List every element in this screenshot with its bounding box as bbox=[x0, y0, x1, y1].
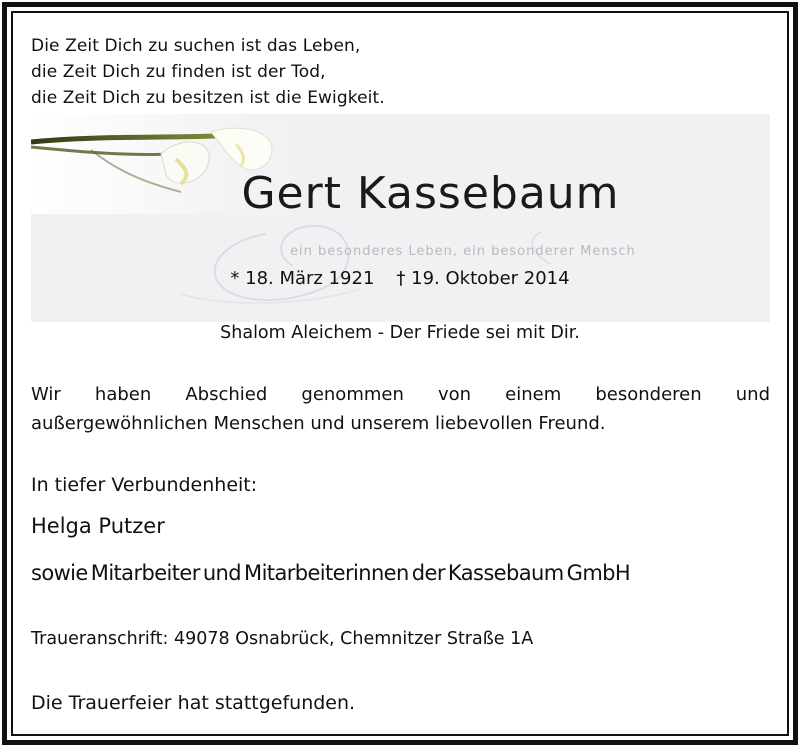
message-line: Wir haben Abschied genommen von einem besonderen und bbox=[31, 384, 770, 405]
poem-line: Die Zeit Dich zu suchen ist das Leben, bbox=[31, 36, 361, 56]
mourner-company: sowie Mitarbeiter und Mitarbeiterinnen der Kassebaum GmbH bbox=[31, 561, 631, 585]
shalom-line: Shalom Aleichem - Der Friede sei mit Dir. bbox=[220, 323, 580, 343]
message-line: außergewöhnlichen Menschen und unserem liebevollen Freund. bbox=[31, 413, 606, 434]
farewell-message bbox=[31, 380, 770, 438]
poem bbox=[31, 33, 551, 111]
name-banner bbox=[31, 114, 770, 322]
poem-line: die Zeit Dich zu besitzen ist die Ewigkeit. bbox=[31, 88, 385, 108]
life-dates bbox=[0, 268, 800, 289]
poem-line: die Zeit Dich zu finden ist der Tod, bbox=[31, 62, 326, 82]
death-date: † 19. Oktober 2014 bbox=[396, 268, 570, 289]
birth-date: * 18. März 1921 bbox=[230, 268, 375, 289]
funeral-note: Die Trauerfeier hat stattgefunden. bbox=[31, 692, 356, 714]
mourning-address: Traueranschrift: 49078 Osnabrück, Chemnitzer Straße 1A bbox=[31, 629, 534, 649]
mourner-name: Helga Putzer bbox=[31, 514, 165, 538]
condolence-intro: In tiefer Verbundenheit: bbox=[31, 474, 258, 496]
tagline: ein besonderes Leben, ein besonderer Mensch bbox=[290, 244, 636, 259]
deceased-name: Gert Kassebaum bbox=[241, 168, 620, 219]
